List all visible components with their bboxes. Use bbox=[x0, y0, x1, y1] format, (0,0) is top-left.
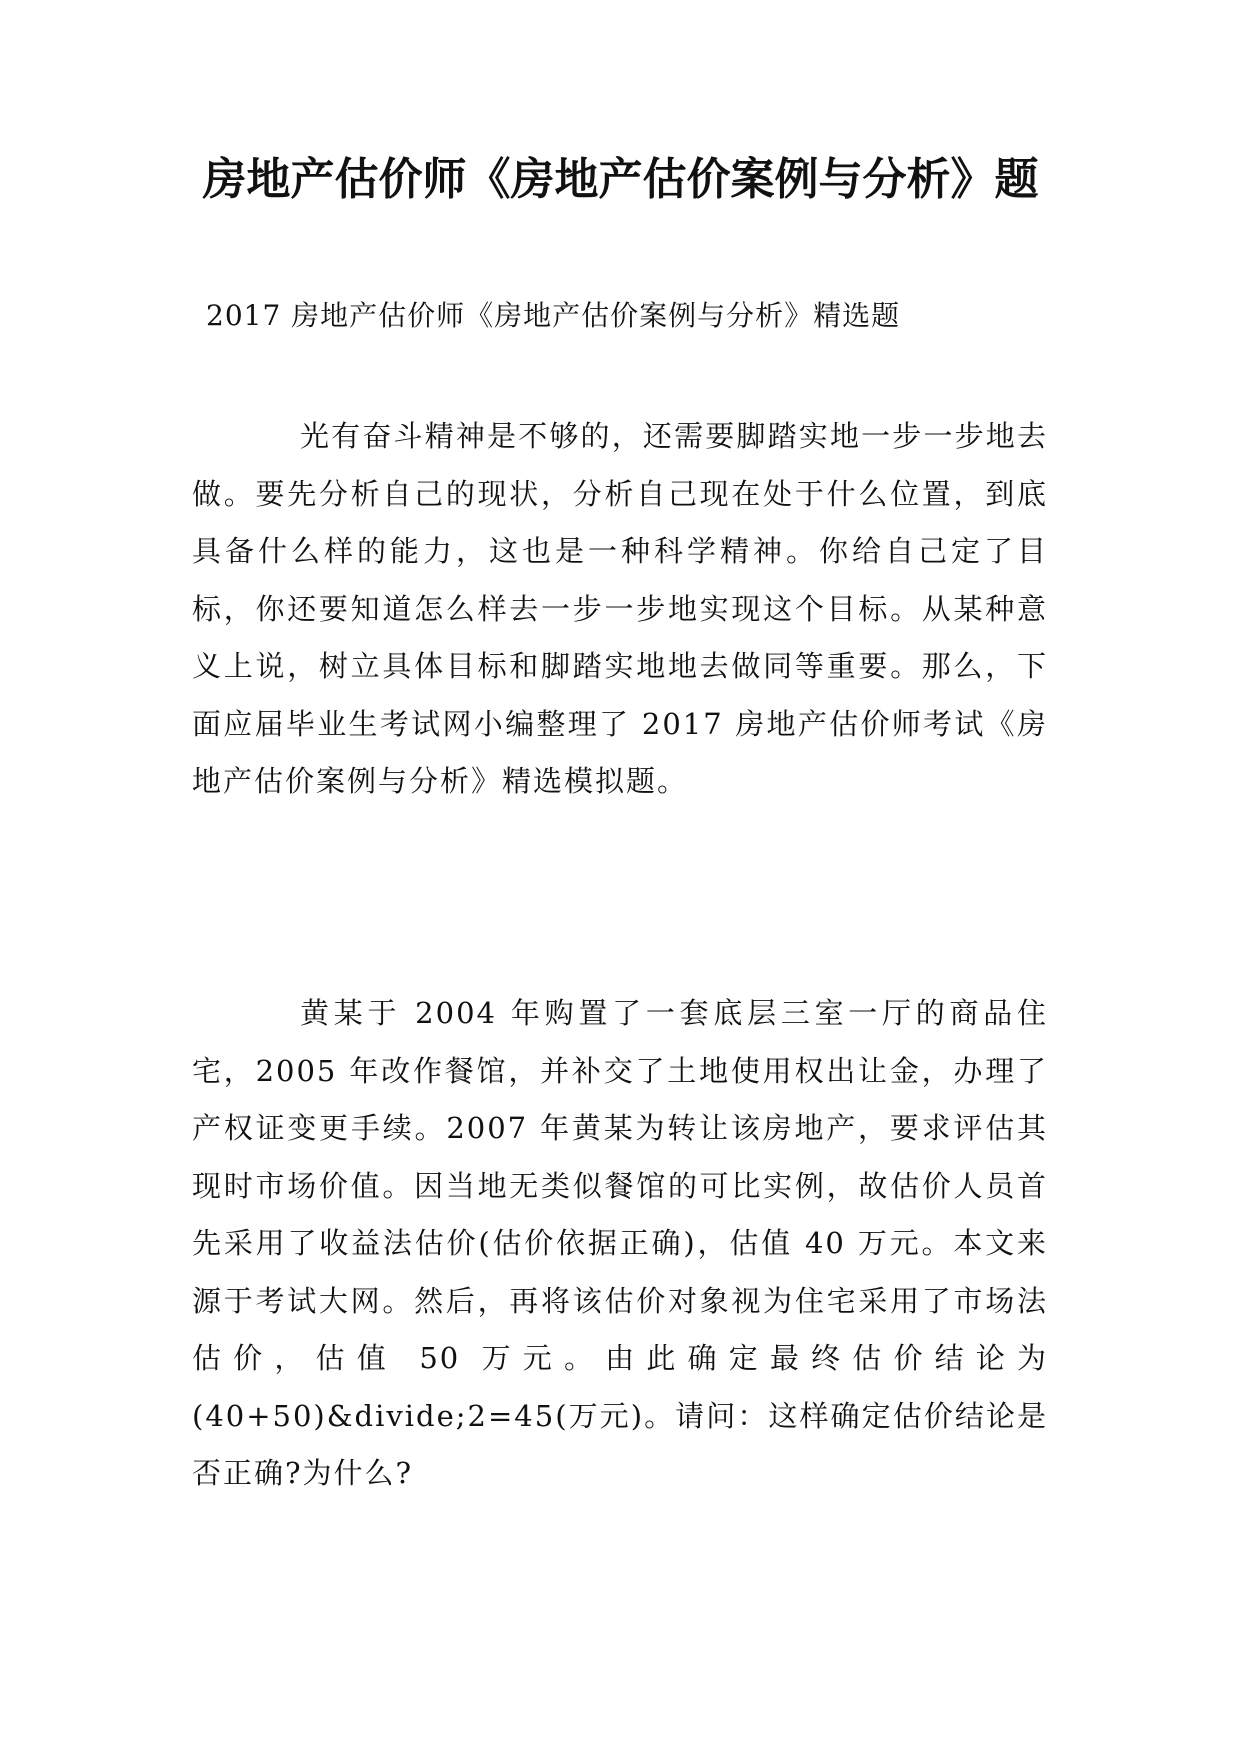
question-paragraph: 黄某于 2004 年购置了一套底层三室一厅的商品住宅，2005 年改作餐馆，并补交了土地使用权出让金，办理了产权证变更手续。2007 年黄某为转让该房地产，要求评估其现时市场价值。因当地无类似餐馆的可比实例，故估价人员首先采用了收益法估价(估价依据正确)，估值 40 万元。本文来源于考试大网。然后，再将该估价对象视为住宅采用了市场法估价，估值 50 万元。由此确定最终估价结论为(40+50)&divide;2=45(万元)。请问：这样确定估价结论是否正确?为什么? bbox=[192, 996, 1048, 1490]
document-subtitle: 2017 房地产估价师《房地产估价案例与分析》精选题 bbox=[206, 299, 901, 332]
document-title: 房地产估价师《房地产估价案例与分析》题 bbox=[202, 154, 1039, 205]
intro-paragraph: 光有奋斗精神是不够的，还需要脚踏实地一步一步地去做。要先分析自己的现状，分析自己现在处于什么位置，到底具备什么样的能力，这也是一种科学精神。你给自己定了目标，你还要知道怎么样去一步一步地实现这个目标。从某种意义上说，树立具体目标和脚踏实地地去做同等重要。那么，下面应届毕业生考试网小编整理了 2017 房地产估价师考试《房地产估价案例与分析》精选模拟题。 bbox=[192, 419, 1048, 798]
